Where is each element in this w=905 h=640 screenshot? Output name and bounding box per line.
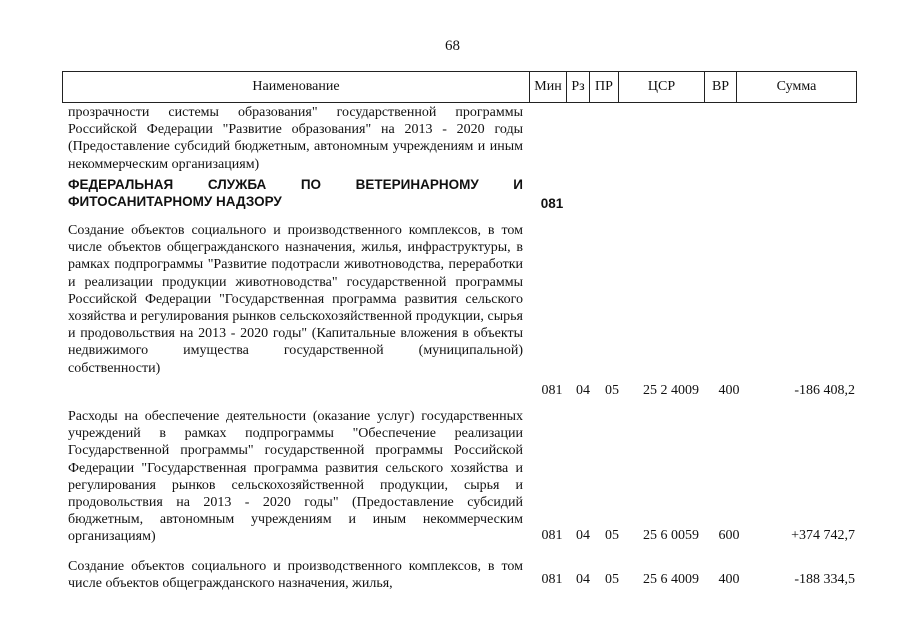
row-pr: 05 bbox=[605, 528, 619, 543]
row-name: Создание объектов социального и производственного комплексов, в том числе объектов общегражданского назначения, жилья, bbox=[68, 559, 523, 592]
row-min: 081 bbox=[540, 196, 564, 211]
row-min: 081 bbox=[541, 528, 563, 543]
row-csr: 25 2 4009 bbox=[643, 383, 699, 398]
header-name: Наименование bbox=[62, 72, 529, 102]
table-row bbox=[0, 222, 905, 402]
row-sum: -186 408,2 bbox=[794, 383, 855, 398]
row-pr: 05 bbox=[605, 572, 619, 587]
row-name: прозрачности системы образования" государственной программы Российской Федерации "Развитие образования" на 2013 - 2020 годы (Предоставление субсидий бюджетным, автономным учреждениям и иным некоммерческим организациям) bbox=[68, 105, 523, 172]
table-body bbox=[0, 104, 905, 598]
row-min: 081 bbox=[541, 572, 563, 587]
table-row bbox=[0, 104, 905, 176]
header-sum: Сумма bbox=[736, 72, 857, 102]
row-sum: +374 742,7 bbox=[791, 528, 855, 543]
table-header bbox=[62, 71, 857, 103]
row-vr: 400 bbox=[718, 572, 740, 587]
table-row bbox=[0, 558, 905, 598]
header-pr: ПР bbox=[589, 72, 618, 102]
header-min: Мин bbox=[529, 72, 566, 102]
table-row bbox=[0, 408, 905, 554]
header-csr: ЦСР bbox=[618, 72, 704, 102]
row-sum: -188 334,5 bbox=[794, 572, 855, 587]
row-rz: 04 bbox=[576, 383, 590, 398]
row-vr: 400 bbox=[718, 383, 740, 398]
row-min: 081 bbox=[541, 383, 563, 398]
row-pr: 05 bbox=[605, 383, 619, 398]
row-csr: 25 6 4009 bbox=[643, 572, 699, 587]
header-rz: Рз bbox=[566, 72, 589, 102]
page-number: 68 bbox=[445, 38, 460, 54]
row-name: Расходы на обеспечение деятельности (оказание услуг) государственных учреждений в рамках подпрограммы "Обеспечение реализации Государственной программы" государственной программы Российской Федерации "Государственная программа развития сельского хозяйства и регулирования рынков сельскохозяйственной продукции, сырья и продовольствия на 2013 - 2020 годы" (Предоставление субсидий бюджетным, автономным учреждениям и иным некоммерческим организациям) bbox=[68, 409, 523, 545]
row-name: Создание объектов социального и производственного комплексов, в том числе объектов общегражданского назначения, жилья, инфраструктуры, в рамках подпрограммы "Развитие подотрасли животноводства, переработки и реализации продукции животноводства" государственной программы Российской Федерации "Государственная программа развития сельского хозяйства и регулирования рынков сельскохозяйственной продукции, сырья и продовольствия на 2013 - 2020 годы" (Капитальные вложения в объекты недвижимого имущества государственной (муниципальной) собственности) bbox=[68, 223, 523, 376]
row-rz: 04 bbox=[576, 572, 590, 587]
table-row bbox=[0, 176, 905, 216]
row-vr: 600 bbox=[718, 528, 740, 543]
header-vr: ВР bbox=[704, 72, 736, 102]
row-csr: 25 6 0059 bbox=[643, 528, 699, 543]
row-name: ФЕДЕРАЛЬНАЯ СЛУЖБА ПО ВЕТЕРИНАРНОМУ И ФИТОСАНИТАРНОМУ НАДЗОРУ bbox=[68, 177, 523, 210]
row-rz: 04 bbox=[576, 528, 590, 543]
